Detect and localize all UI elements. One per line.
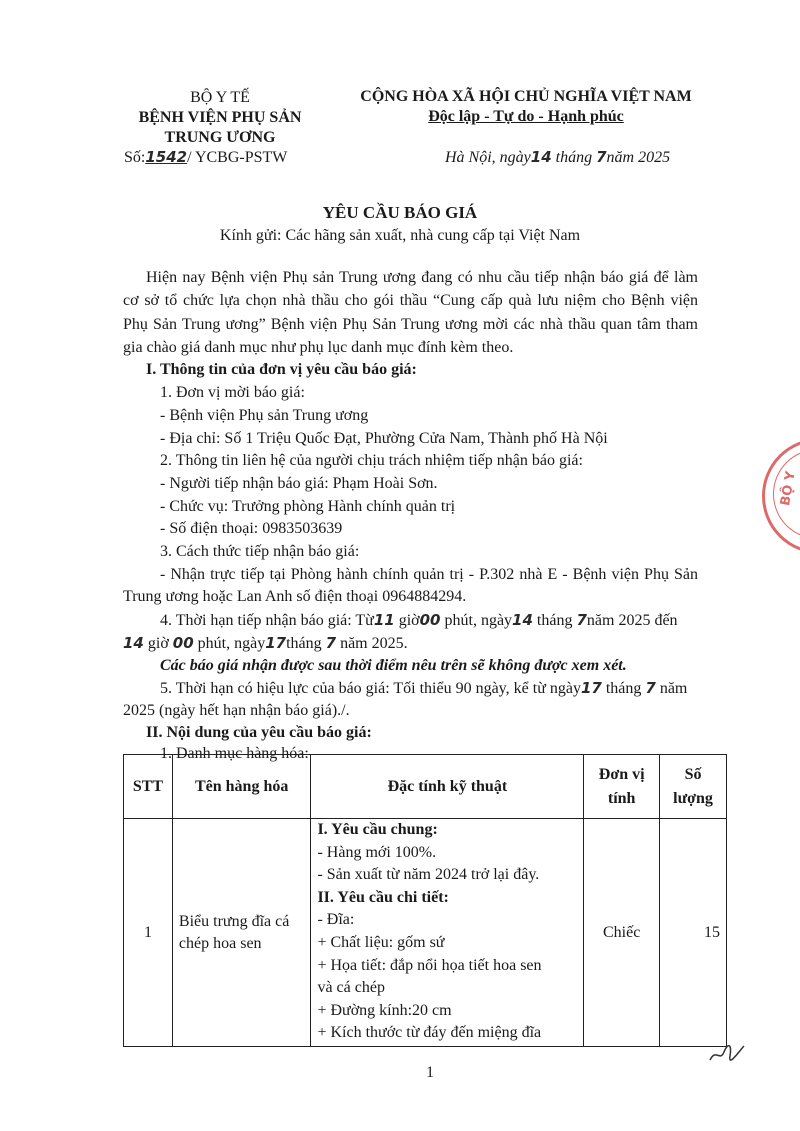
republic-title: CỘNG HÒA XÃ HỘI CHỦ NGHĨA VIỆT NAM <box>360 88 692 105</box>
page-number: 1 <box>426 1064 434 1081</box>
intro-line: cơ sở tổ chức lựa chọn nhà thầu cho gói thầu “Cung cấp quà lưu niệm cho Bệnh viện <box>123 292 698 309</box>
s1-phone: - Số điện thoại: 0983503639 <box>160 520 343 537</box>
section1-heading: I. Thông tin của đơn vị yêu cầu báo giá: <box>146 361 417 378</box>
s1-item3: 3. Cách thức tiếp nhận báo giá: <box>160 543 360 560</box>
table-header-row <box>124 755 727 819</box>
initials-mark-icon <box>706 1040 746 1066</box>
row-stt: 1 <box>124 819 173 1047</box>
recipient: Kính gửi: Các hãng sản xuất, nhà cung cấp tại Việt Nam <box>219 227 581 244</box>
red-seal-stamp <box>762 438 800 554</box>
header-unit: Đơn vị tính <box>584 755 660 819</box>
s1-address: - Địa chỉ: Số 1 Triệu Quốc Đạt, Phường Cửa Nam, Thành phố Hà Nội <box>160 430 608 447</box>
document-number: Số:1542/ YCBG-PSTW <box>124 148 288 166</box>
section2-heading: II. Nội dung của yêu cầu báo giá: <box>146 724 372 741</box>
s1-method-line2: Trung ương hoặc Lan Anh số điện thoại 0964884294. <box>123 588 467 605</box>
s1-item4-line2: 14 giờ 00 phút, ngày17tháng 7 năm 2025. <box>123 634 408 652</box>
s2-item1: 1. Danh mục hàng hóa: <box>160 745 309 762</box>
handwritten-doc-number: 1542 <box>145 148 188 166</box>
page-title: YÊU CẦU BÁO GIÁ <box>322 203 478 222</box>
s1-item4-line1: 4. Thời hạn tiếp nhận báo giá: Từ11 giờ00 phút, ngày14 tháng 7năm 2025 đến <box>160 611 678 629</box>
row-unit: Chiếc <box>584 819 660 1047</box>
document-date: Hà Nội, ngày14 tháng 7năm 2025 <box>445 148 671 166</box>
date-month-handwritten: 7 <box>596 148 607 166</box>
s1-item1: 1. Đơn vị mời báo giá: <box>160 384 305 401</box>
header-stt: STT <box>124 755 173 819</box>
row-qty: 15 <box>660 819 727 1047</box>
late-note: Các báo giá nhận được sau thời điểm nêu trên sẽ không được xem xét. <box>160 657 627 674</box>
ministry-name: BỘ Y TẾ <box>190 89 250 106</box>
s1-unit: - Bệnh viện Phụ sản Trung ương <box>160 407 369 424</box>
motto: Độc lập - Tự do - Hạnh phúc <box>428 108 624 125</box>
hospital-name-line2: TRUNG ƯƠNG <box>164 129 276 146</box>
intro-line: Hiện nay Bệnh viện Phụ sản Trung ương đang có nhu cầu tiếp nhận báo giá để làm <box>146 269 698 286</box>
header-qty: Số lượng <box>660 755 727 819</box>
hospital-name-line1: BỆNH VIỆN PHỤ SẢN <box>138 109 302 126</box>
header-spec: Đặc tính kỹ thuật <box>311 755 584 819</box>
table-row <box>124 819 727 1047</box>
header-left <box>120 88 320 148</box>
row-name: Biểu trưng đĩa cá chép hoa sen <box>172 819 311 1047</box>
intro-line: gia chào giá danh mục như phụ lục danh mục đính kèm theo. <box>123 339 514 356</box>
s1-item5-line1: 5. Thời hạn có hiệu lực của báo giá: Tối thiểu 90 ngày, kể từ ngày17 tháng 7 năm <box>160 679 688 697</box>
s1-receiver: - Người tiếp nhận báo giá: Phạm Hoài Sơn. <box>160 475 438 492</box>
date-day-handwritten: 14 <box>530 148 552 166</box>
s1-position: - Chức vụ: Trưởng phòng Hành chính quản trị <box>160 498 456 515</box>
seal-text: BỘ Y <box>778 470 799 507</box>
s1-item2: 2. Thông tin liên hệ của người chịu trách nhiệm tiếp nhận báo giá: <box>160 452 583 469</box>
intro-line: Phụ Sản Trung ương” Bệnh viện Phụ Sản Trung ương mời các nhà thầu quan tâm tham <box>123 316 698 333</box>
row-spec: I. Yêu cầu chung: - Hàng mới 100%. - Sản xuất từ năm 2024 trở lại đây. II. Yêu cầu chi tiết: - Đĩa: + Chất liệu: gốm sứ + Họa tiết: đắp nổi họa tiết hoa sen và cá chép + Đường kính:20 cm + Kích thước từ đáy đến miệng đĩa <box>311 819 584 1047</box>
s1-item5-line2: 2025 (ngày hết hạn nhận báo giá)./. <box>123 702 350 719</box>
s1-method-line1: - Nhận trực tiếp tại Phòng hành chính quản trị - P.302 nhà E - Bệnh viện Phụ Sản <box>160 566 698 583</box>
goods-table <box>123 754 727 1047</box>
header-name: Tên hàng hóa <box>172 755 311 819</box>
